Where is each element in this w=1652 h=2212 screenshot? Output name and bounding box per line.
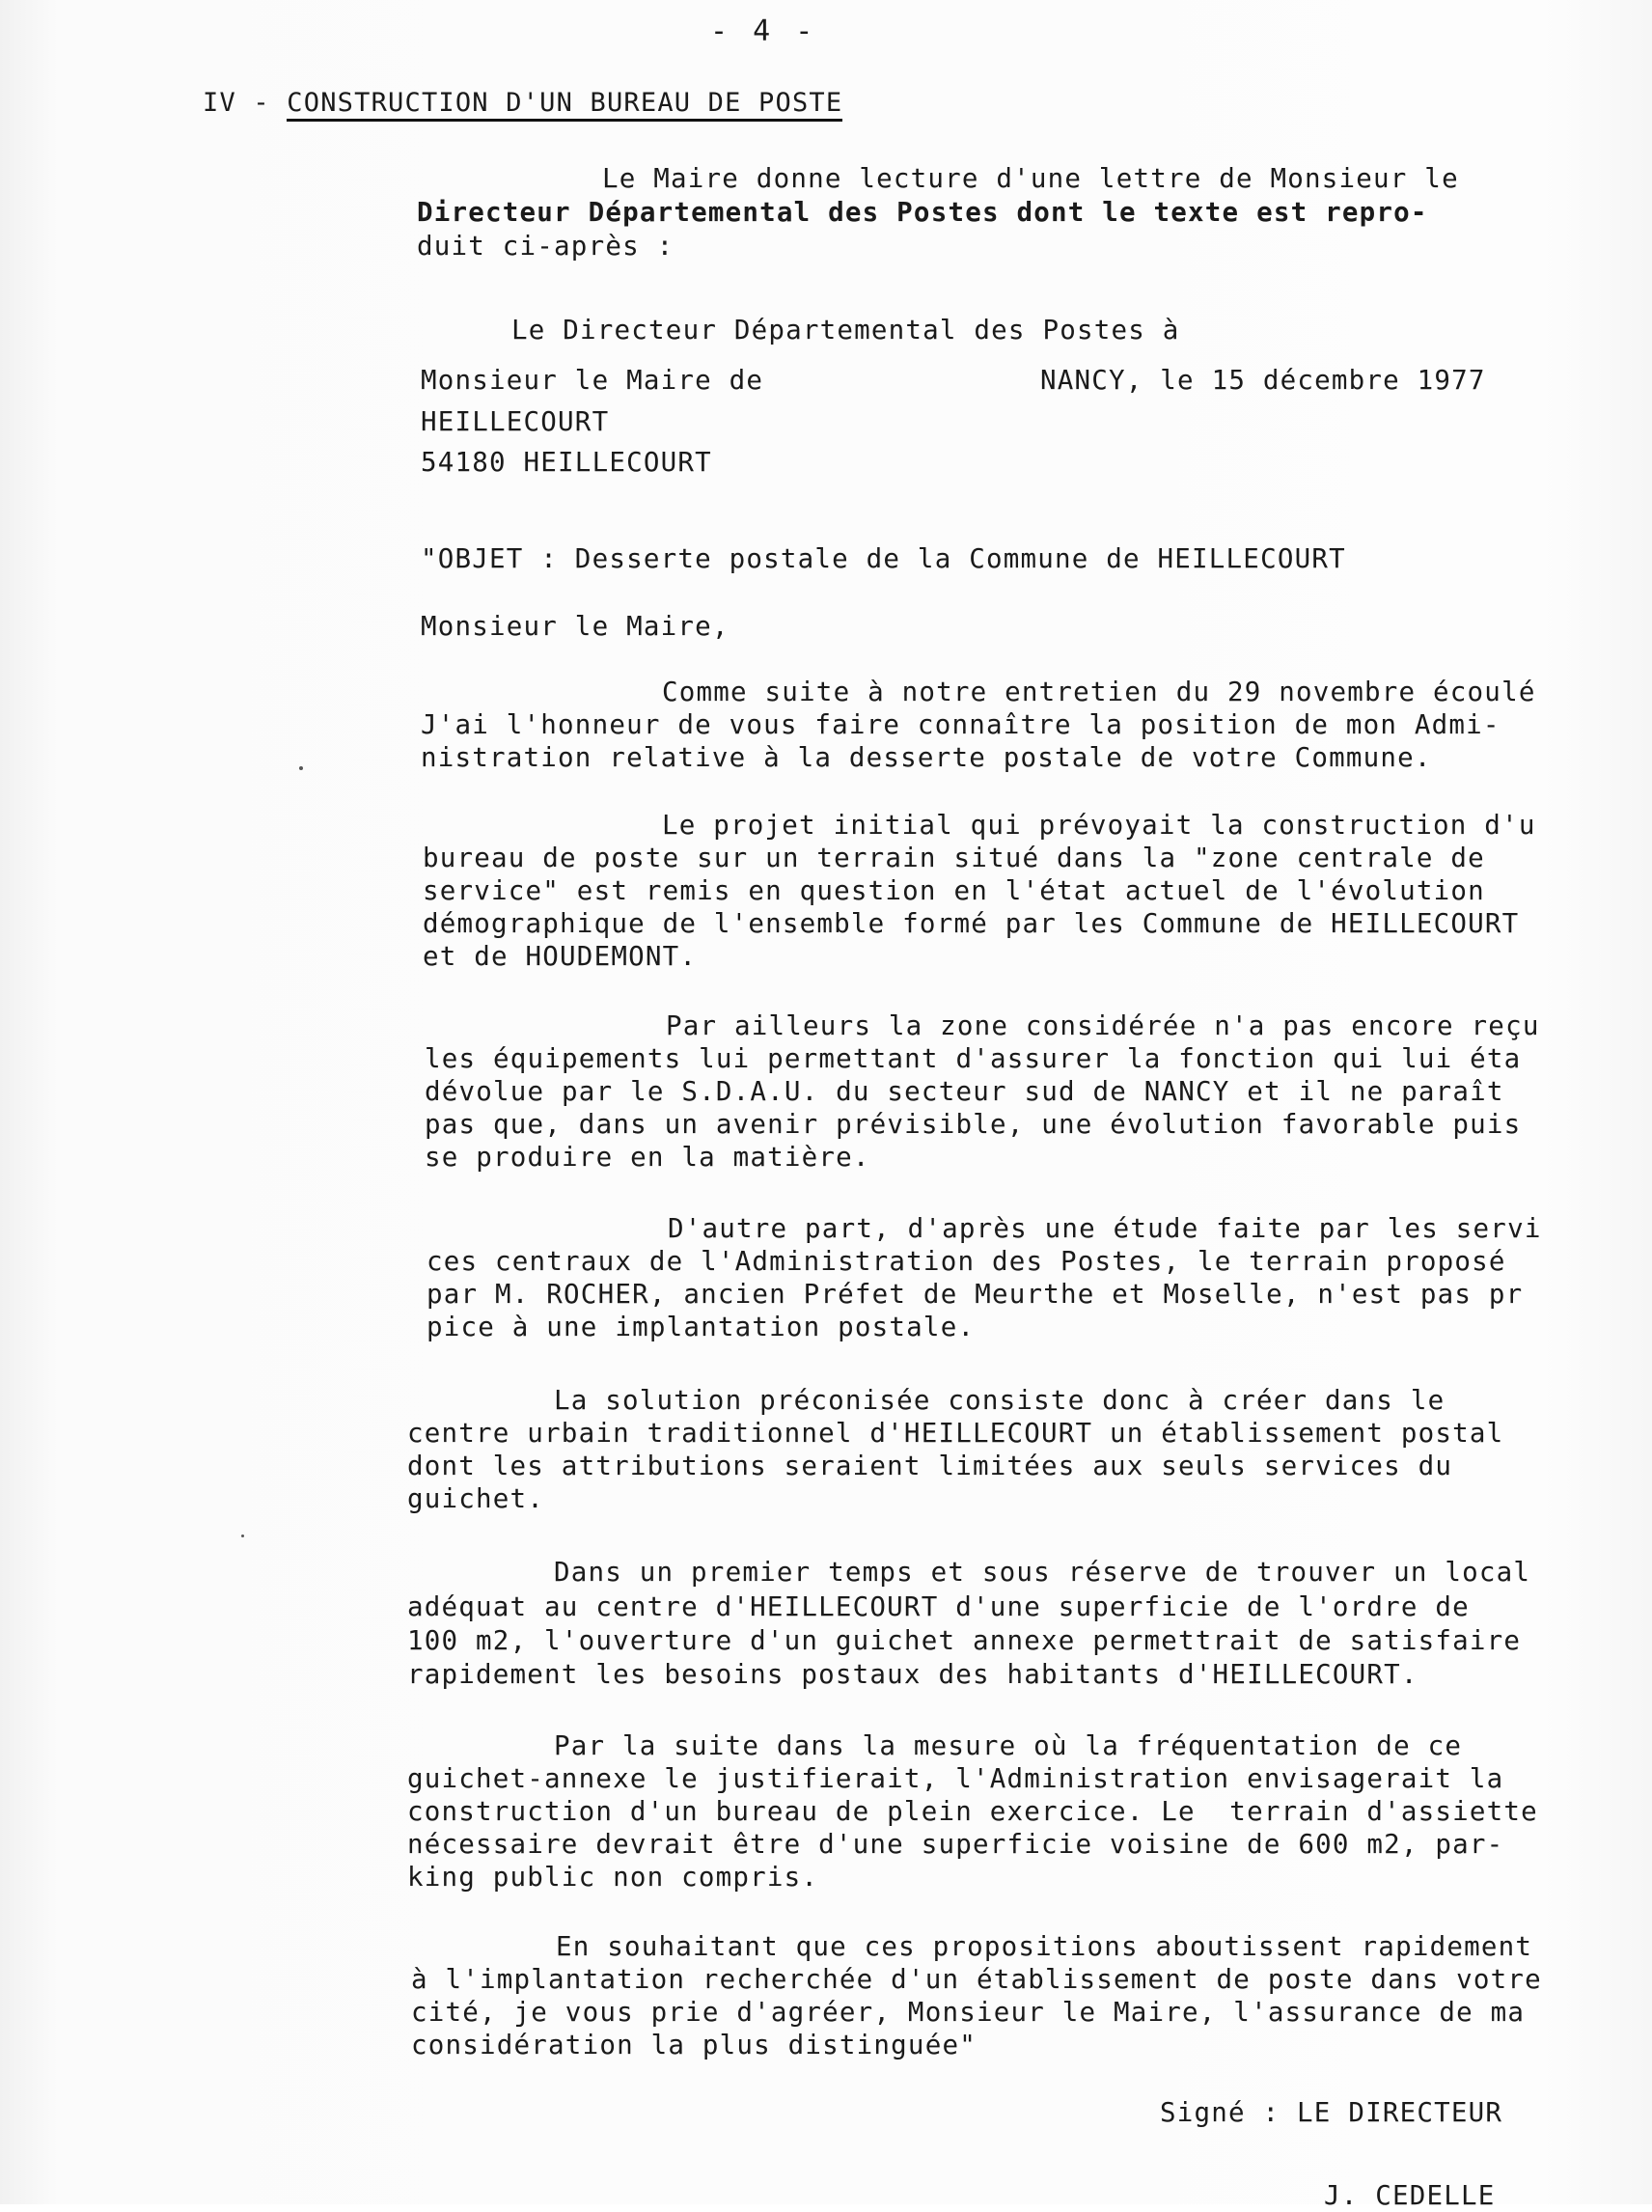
p3-line-2: les équipements lui permettant d'assurer la fonction qui lui éta <box>425 1043 1522 1074</box>
letter-objet: "OBJET : Desserte postale de la Commune de HEILLECOURT <box>421 543 1346 574</box>
p6-line-3: 100 m2, l'ouverture d'un guichet annexe permettrait de satisfaire <box>407 1625 1522 1656</box>
p2-line-3: service" est remis en question en l'état actuel de l'évolution <box>423 875 1485 906</box>
p7-line-2: guichet-annexe le justifierait, l'Administration envisagerait la <box>407 1763 1504 1794</box>
p6-line-4: rapidement les besoins postaux des habitants d'HEILLECOURT. <box>407 1659 1418 1690</box>
p2-line-4: démographique de l'ensemble formé par les Commune de HEILLECOURT <box>423 908 1520 939</box>
scan-speck <box>299 766 303 770</box>
intro-line-1: Le Maire donne lecture d'une lettre de Monsieur le <box>602 163 1459 194</box>
section-heading <box>203 87 842 120</box>
section-number: IV - <box>203 88 270 118</box>
signatory-name: J. CEDELLE <box>1324 2180 1496 2211</box>
p4-line-3: par M. ROCHER, ancien Préfet de Meurthe et Moselle, n'est pas pr <box>427 1279 1524 1310</box>
p7-line-3: construction d'un bureau de plein exercice. Le terrain d'assiette <box>407 1796 1538 1827</box>
p7-line-5: king public non compris. <box>407 1862 819 1893</box>
p2-line-2: bureau de poste sur un terrain situé dans la "zone centrale de <box>423 843 1485 873</box>
letter-salutation: Monsieur le Maire, <box>421 611 730 642</box>
recipient-line-2: HEILLECOURT <box>421 406 610 437</box>
intro-line-3: duit ci-après : <box>417 231 675 262</box>
p8-line-3: cité, je vous prie d'agréer, Monsieur le Maire, l'assurance de ma <box>411 1997 1526 2028</box>
p4-line-2: ces centraux de l'Administration des Postes, le terrain proposé <box>427 1246 1506 1277</box>
p4-line-1: D'autre part, d'après une étude faite par les servi <box>668 1213 1542 1244</box>
letter-sender: Le Directeur Départemental des Postes à <box>511 315 1180 346</box>
p3-line-1: Par ailleurs la zone considérée n'a pas encore reçu <box>666 1010 1540 1041</box>
scan-speck <box>241 1535 244 1537</box>
p3-line-4: pas que, dans un avenir prévisible, une évolution favorable puis <box>425 1109 1522 1140</box>
p5-line-4: guichet. <box>407 1483 545 1514</box>
page-number: - 4 - <box>710 14 817 48</box>
p1-line-3: nistration relative à la desserte postale de votre Commune. <box>421 742 1432 773</box>
p2-line-1: Le projet initial qui prévoyait la construction d'u <box>662 810 1536 841</box>
signature-label: Signé : LE DIRECTEUR <box>1160 2097 1503 2128</box>
p7-line-1: Par la suite dans la mesure où la fréquentation de ce <box>554 1730 1463 1761</box>
p6-line-2: adéquat au centre d'HEILLECOURT d'une superficie de l'ordre de <box>407 1591 1470 1622</box>
recipient-line-1: Monsieur le Maire de <box>421 365 764 396</box>
p3-line-3: dévolue par le S.D.A.U. du secteur sud de NANCY et il ne paraît <box>425 1076 1504 1107</box>
p3-line-5: se produire en la matière. <box>425 1142 870 1173</box>
recipient-line-3: 54180 HEILLECOURT <box>421 447 712 478</box>
p4-line-4: pice à une implantation postale. <box>427 1312 976 1342</box>
intro-line-2: Directeur Départemental des Postes dont le texte est repro- <box>417 197 1428 228</box>
p8-line-2: à l'implantation recherchée d'un établissement de poste dans votre <box>411 1964 1542 1995</box>
place-date: NANCY, le 15 décembre 1977 <box>1040 365 1486 396</box>
p1-line-1: Comme suite à notre entretien du 29 novembre écoulé <box>662 677 1536 707</box>
p6-line-1: Dans un premier temps et sous réserve de trouver un local <box>554 1557 1531 1588</box>
p7-line-4: nécessaire devrait être d'une superficie voisine de 600 m2, par- <box>407 1829 1504 1860</box>
p2-line-5: et de HOUDEMONT. <box>423 941 698 972</box>
p8-line-4: considération la plus distinguée" <box>411 2030 977 2060</box>
p5-line-2: centre urbain traditionnel d'HEILLECOURT un établissement postal <box>407 1418 1504 1449</box>
section-title: CONSTRUCTION D'UN BUREAU DE POSTE <box>287 88 842 122</box>
p5-line-1: La solution préconisée consiste donc à créer dans le <box>554 1385 1446 1416</box>
p5-line-3: dont les attributions seraient limitées aux seuls services du <box>407 1451 1453 1481</box>
p1-line-2: J'ai l'honneur de vous faire connaître la position de mon Admi- <box>421 709 1501 740</box>
p8-line-1: En souhaitant que ces propositions aboutissent rapidement <box>556 1931 1533 1962</box>
